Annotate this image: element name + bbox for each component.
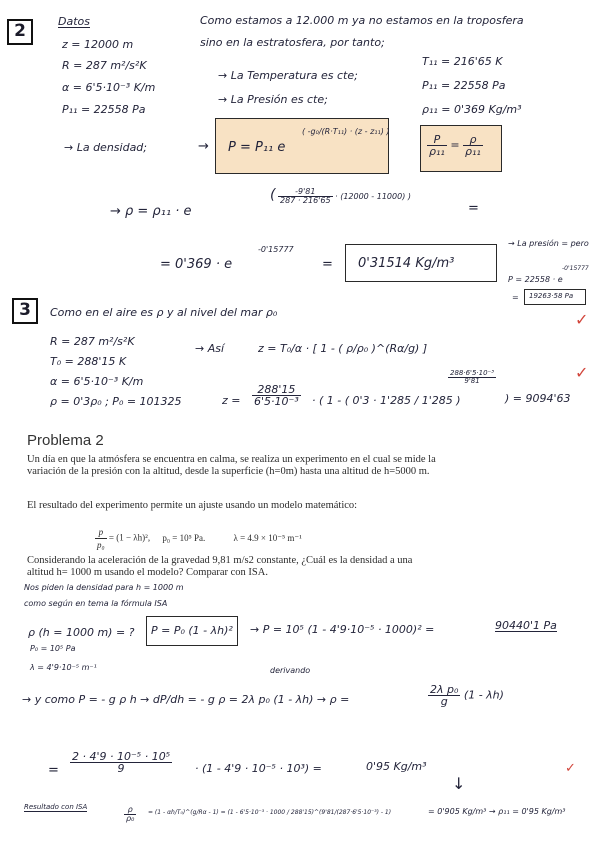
side-note-exp: -0'15777 bbox=[562, 265, 589, 272]
rho11-value: ρ₁₁ = 0'369 Kg/m³ bbox=[422, 103, 522, 116]
datos-item: α = 6'5·10⁻³ K/m bbox=[62, 81, 156, 94]
datos-item: T₀ = 288'15 K bbox=[50, 355, 127, 368]
final-fraction: $\frac{\text{2 · 4'9 · 10⁻⁵ · 10⁵}}{9}$ bbox=[72, 750, 171, 775]
density-result-box bbox=[345, 244, 497, 282]
z-calc-mid: · ( 1 - ( 0'3 · 1'285 / 1'285 ) bbox=[312, 394, 461, 407]
z-formula: z = T₀/α · [ 1 - ( ρ/ρ₀ )^(Rα/g) ] bbox=[258, 342, 428, 355]
problem-paragraph-3: Considerando la aceleración de la gravedad 9,81 m/s2 constante, ¿Cuál es la densidad a una altitud h= 1000 m usando el modelo? Comparar con ISA. bbox=[27, 555, 413, 578]
section-number-3: 3 bbox=[12, 298, 38, 324]
press-constant: → La Presión es cte; bbox=[218, 93, 328, 106]
note-line-1: Como estamos a 12.000 m ya no estamos en la troposfera bbox=[200, 14, 524, 27]
isa-result: = 0'905 Kg/m³ → ρ₁₁ = 0'95 Kg/m³ bbox=[428, 807, 566, 816]
z-calc-fraction: $\frac{288'15}{\text{6'5·10⁻³}}$ bbox=[254, 383, 299, 408]
problem-paragraph-1: Un día en que la atmósfera se encuentra en calma, se realiza un experimento en el cual se mide la variación de la presión con la altitud, desde la superficie (h=0m) hasta una altitud de h=5000 m. bbox=[27, 454, 436, 477]
model-equation: $\frac{p}{\text{p₀}}$ = (1 − λh)², p₀ = 10⁵ Pa. λ = 4.9 × 10⁻⁵ m⁻¹ bbox=[97, 527, 302, 550]
section-number-2: 2 bbox=[7, 19, 33, 45]
exponential-formula-box bbox=[215, 118, 389, 174]
model-formula: P = P₀ (1 - λh)² bbox=[151, 624, 233, 637]
isa-label: Resultado con ISA bbox=[24, 803, 88, 811]
density-result: 0'31514 Kg/m³ bbox=[358, 256, 455, 271]
side-result: 19263·58 Pa bbox=[529, 292, 574, 300]
datos-title: Datos bbox=[58, 15, 90, 28]
t11-value: T₁₁ = 216'65 K bbox=[422, 55, 503, 68]
z-result: ) = 9094'63 bbox=[505, 392, 571, 405]
final-mid: · (1 - 4'9 · 10⁻⁵ · 10³) = bbox=[195, 762, 322, 775]
sol-question: ρ (h = 1000 m) = ? bbox=[28, 626, 135, 639]
rho-fraction: $\frac{\text{2λ p₀}}{g}$ (1 - λh) bbox=[430, 683, 504, 708]
datos-item: R = 287 m²/s²K bbox=[62, 59, 147, 72]
density-eq-line2: = 0'369 · e bbox=[160, 257, 233, 272]
final-density-result: 0'95 Kg/m³ bbox=[366, 760, 427, 773]
note-line-2: sino en la estratosfera, por tanto; bbox=[200, 36, 385, 49]
final-lhs: = bbox=[48, 763, 59, 778]
density-eq-tail: = bbox=[468, 201, 479, 216]
density-eq-line1: → ρ = ρ₁₁ · e bbox=[110, 204, 192, 219]
density-ratio-box bbox=[420, 125, 502, 172]
arrow-icon: → bbox=[198, 139, 209, 154]
ratio-formula: $\frac{P}{\text{ρ₁₁}}$ = $\frac{\rho}{\text{ρ₁₁}}$ bbox=[429, 133, 481, 158]
datos-item: α = 6'5·10⁻³ K/m bbox=[50, 375, 144, 388]
z-calc-lhs: z = bbox=[222, 394, 241, 407]
problem-paragraph-2: El resultado del experimento permite un ajuste usando un modelo matemático: bbox=[27, 500, 358, 511]
check-mark-icon: ✓ bbox=[565, 761, 576, 776]
p3-intro: Como en el aire es ρ y al nivel del mar ρ₀ bbox=[50, 306, 278, 319]
model-formula-box bbox=[146, 616, 238, 646]
check-mark-icon: ✓ bbox=[575, 310, 589, 329]
p11-value: P₁₁ = 22558 Pa bbox=[422, 79, 506, 92]
isa-fraction: $\frac{\rho}{\text{ρ₀}}$ bbox=[126, 805, 135, 823]
derivation-line: → y como P = - g ρ h → dP/dh = - g ρ = 2λ p₀ (1 - λh) → ρ = bbox=[22, 693, 350, 706]
pressure-calc: → P = 10⁵ (1 - 4'9·10⁻⁵ · 1000)² = bbox=[250, 623, 435, 636]
datos-item: z = 12000 m bbox=[62, 38, 134, 51]
formula-base: P = P₁₁ e bbox=[228, 140, 286, 155]
check-mark-icon: ✓ bbox=[575, 363, 589, 382]
asi-label: → Así bbox=[195, 342, 225, 355]
pressure-result: 90440'1 Pa bbox=[495, 619, 557, 632]
side-note-1: → La presión = pero bbox=[508, 239, 589, 248]
lambda-value: λ = 4'9·10⁻⁵ m⁻¹ bbox=[30, 663, 97, 672]
datos-item: P₁₁ = 22558 Pa bbox=[62, 103, 146, 116]
datos-item: ρ = 0'3ρ₀ ; P₀ = 101325 bbox=[50, 395, 182, 408]
side-note-2: P = 22558 · e bbox=[508, 275, 563, 284]
arrow-down-icon: ↓ bbox=[452, 774, 466, 793]
formula-exponent: ( -g₀/(R·T₁₁) · (z - z₁₁) ) bbox=[302, 127, 390, 136]
derivando-note: derivando bbox=[270, 666, 311, 675]
side-note-equals: = bbox=[512, 293, 519, 302]
z-calc-exponent: $\frac{\text{288·6'5·10⁻³}}{9'81}$ bbox=[450, 369, 495, 385]
datos-item: R = 287 m²/s²K bbox=[50, 335, 135, 348]
side-result-box bbox=[524, 289, 586, 305]
temp-constant: → La Temperatura es cte; bbox=[218, 69, 358, 82]
problem-title: Problema 2 bbox=[27, 432, 104, 449]
density-eq2-equals: = bbox=[322, 257, 333, 272]
p0-value: P₀ = 10⁵ Pa bbox=[30, 644, 76, 653]
sol-line-2: como según en tema la fórmula ISA bbox=[24, 599, 168, 608]
density-label: → La densidad; bbox=[64, 141, 147, 154]
isa-calc: = (1 - αh/T₀)^(g/Rα - 1) = (1 - 6'5·10⁻³ · 1000 / 288'15)^(9'81/(287·6'5·10⁻³) - 1) bbox=[148, 809, 392, 816]
sol-line-1: Nos piden la densidad para h = 1000 m bbox=[24, 583, 184, 592]
density-eq2-exponent: -0'15777 bbox=[258, 245, 294, 254]
density-eq-exponent: ( $\frac{-9'81}{287 \cdot 216'65}$ · (12000 - 11000) ) bbox=[270, 187, 411, 205]
